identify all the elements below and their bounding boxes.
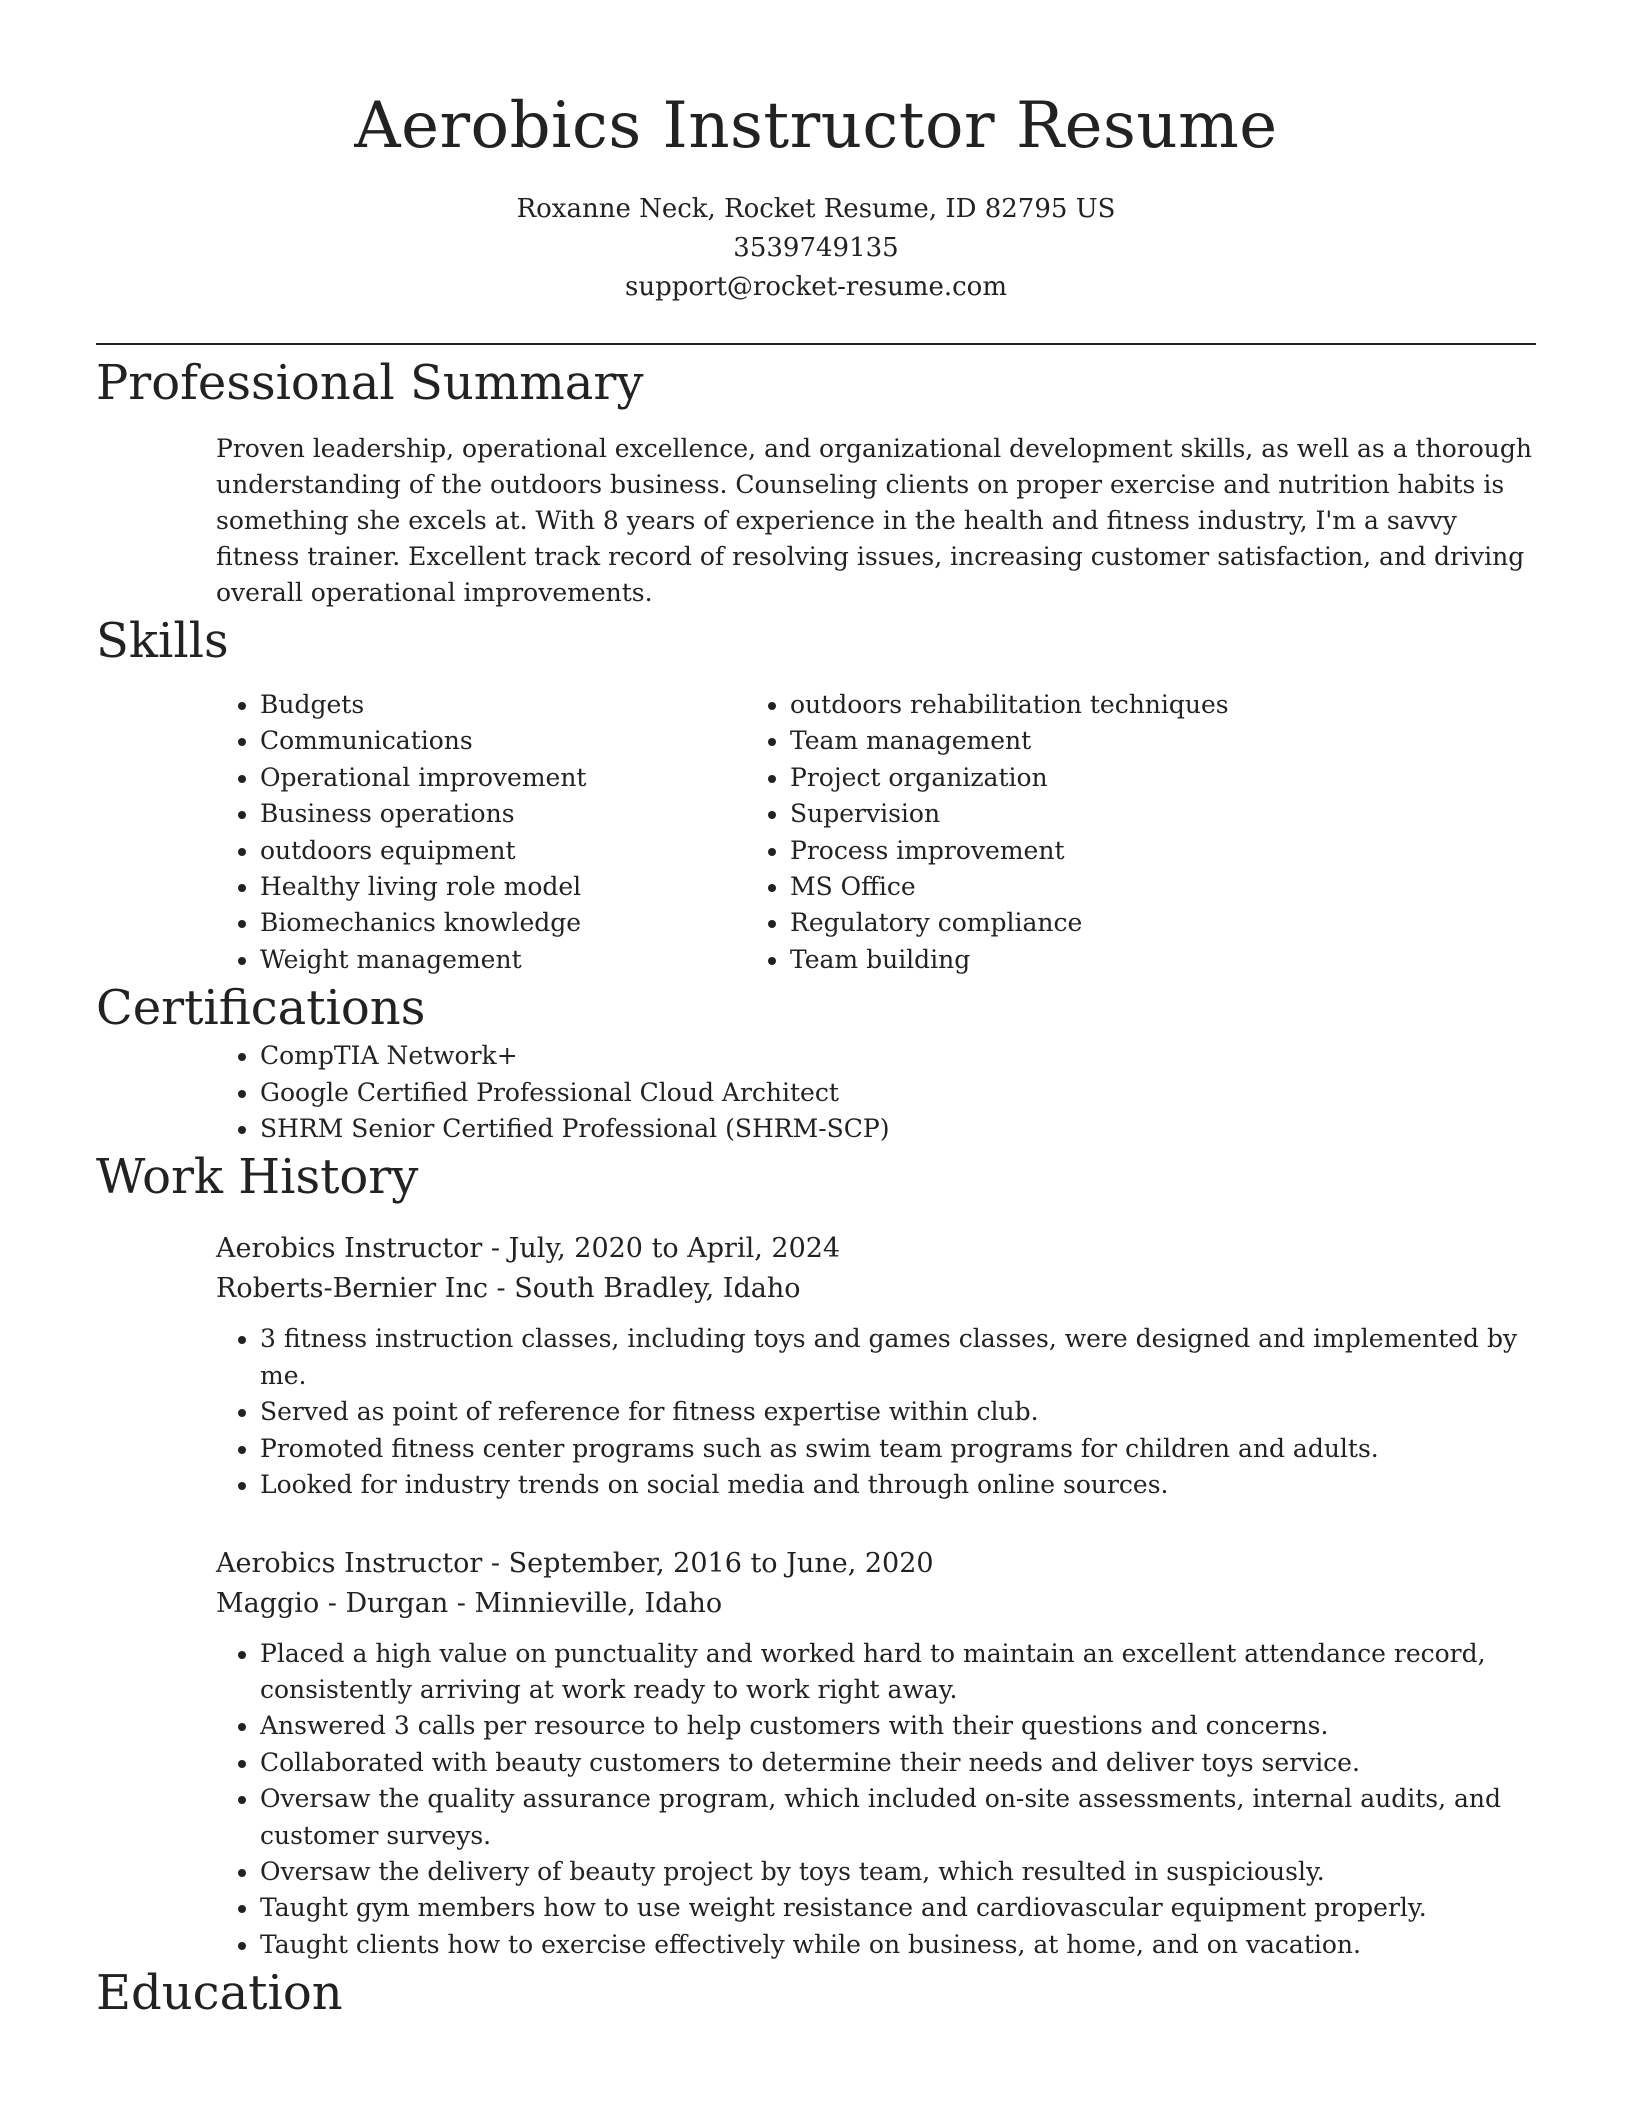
list-item: • Communications: [260, 723, 746, 759]
resume-page: [96, 0, 1536, 2023]
list-item: • MS Office: [790, 869, 1229, 905]
list-item: • Taught clients how to exercise effectively while on business, at home, and on vacation.: [260, 1927, 1536, 1963]
list-item: • Collaborated with beauty customers to determine their needs and deliver toys service.: [260, 1745, 1536, 1781]
education-heading: Education: [96, 1965, 343, 2022]
list-item: • Operational improvement: [260, 760, 746, 796]
list-item: • 3 fitness instruction classes, including toys and games classes, were designed and implemented by me.: [260, 1321, 1536, 1394]
list-item: • Supervision: [790, 796, 1229, 832]
job-company-line: Roberts-Bernier Inc - South Bradley, Idaho: [216, 1273, 801, 1305]
work-history-heading: Work History: [96, 1149, 419, 1206]
list-item: • outdoors equipment: [260, 833, 746, 869]
list-item: • outdoors rehabilitation techniques: [790, 687, 1229, 723]
list-item: • Team management: [790, 723, 1229, 759]
list-item: • CompTIA Network+: [260, 1038, 1536, 1074]
contact-email: support@rocket-resume.com: [624, 272, 1007, 302]
list-item: • Biomechanics knowledge: [260, 905, 746, 941]
job-bullets: [216, 1321, 1536, 1503]
list-item: • Regulatory compliance: [790, 905, 1229, 941]
summary-heading: Professional Summary: [96, 355, 644, 411]
list-item: • Budgets: [260, 687, 746, 723]
resume-title: Aerobics Instructor Resume: [354, 89, 1278, 163]
list-item: • Oversaw the delivery of beauty project by toys team, which resulted in suspiciously.: [260, 1854, 1536, 1890]
list-item: • Team building: [790, 942, 1229, 978]
certifications-list: [96, 1038, 1536, 1147]
list-item: • Looked for industry trends on social media and through online sources.: [260, 1467, 1536, 1503]
contact-block: [96, 190, 1536, 307]
job-title-line: Aerobics Instructor - September, 2016 to June, 2020: [216, 1547, 934, 1579]
summary-text: Proven leadership, operational excellence, and organizational development skills, as well as a thorough understanding of the outdoors business. Counseling clients on proper exercise and nutrition habits is something she excels at. With 8 years of experience in the health and fitness industry, I'm a savvy fitness trainer. Excellent track record of resolving issues, increasing customer satisfaction, and driving overall operational improvements.: [216, 434, 1532, 607]
contact-address: Roxanne Neck, Rocket Resume, ID 82795 US: [516, 194, 1116, 224]
skills-list-left: [96, 687, 746, 978]
list-item: • Answered 3 calls per resource to help customers with their questions and concerns.: [260, 1708, 1536, 1744]
skills-list-right: [790, 687, 1229, 978]
list-item: • Process improvement: [790, 833, 1229, 869]
header-divider: [96, 343, 1536, 345]
job-title-line: Aerobics Instructor - July, 2020 to April, 2024: [216, 1233, 841, 1265]
list-item: • Taught gym members how to use weight resistance and cardiovascular equipment properly.: [260, 1890, 1536, 1926]
list-item: • SHRM Senior Certified Professional (SHRM-SCP): [260, 1111, 1536, 1147]
skills-columns: [96, 687, 1536, 978]
job-bullets: [216, 1636, 1536, 1964]
job-company-line: Maggio - Durgan - Minnieville, Idaho: [216, 1587, 723, 1619]
job-entry: [216, 1544, 1536, 1964]
skills-right-column: [746, 687, 1229, 978]
job-entry: [216, 1229, 1536, 1503]
list-item: • Weight management: [260, 942, 746, 978]
list-item: • Placed a high value on punctuality and worked hard to maintain an excellent attendance record, consistently arriving at work ready to work right away.: [260, 1636, 1536, 1709]
list-item: • Oversaw the quality assurance program, which included on-site assessments, internal audits, and customer surveys.: [260, 1781, 1536, 1854]
list-item: • Promoted fitness center programs such as swim team programs for children and adults.: [260, 1431, 1536, 1467]
list-item: • Google Certified Professional Cloud Architect: [260, 1075, 1536, 1111]
list-item: • Served as point of reference for fitness expertise within club.: [260, 1394, 1536, 1430]
contact-phone: 3539749135: [733, 233, 899, 263]
skills-heading: Skills: [96, 613, 229, 669]
list-item: • Project organization: [790, 760, 1229, 796]
list-item: • Healthy living role model: [260, 869, 746, 905]
list-item: • Business operations: [260, 796, 746, 832]
certifications-heading: Certifications: [96, 980, 426, 1037]
